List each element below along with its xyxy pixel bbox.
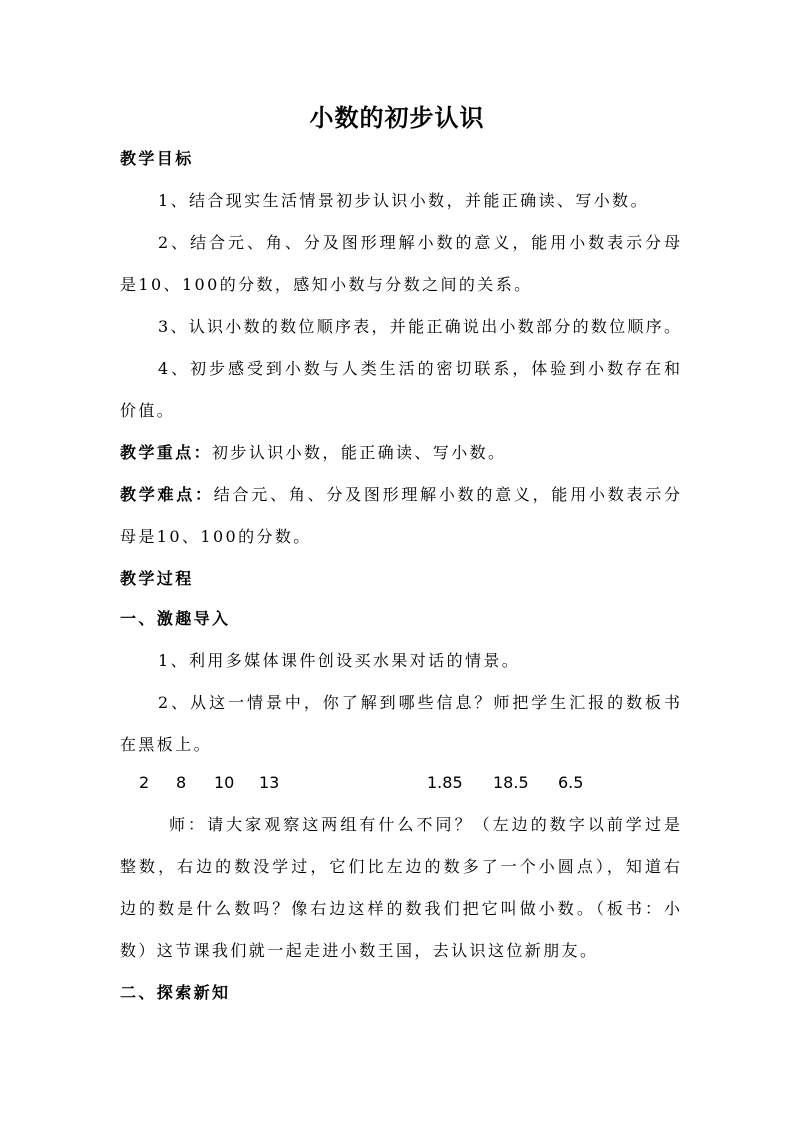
left-number: 8 (176, 773, 187, 792)
difficulty-text-line-1: 结合元、角、分及图形理解小数的意义，能用小数表示分 (213, 485, 680, 504)
objectives-heading: 教学目标 (120, 149, 194, 168)
key-point-text: 初步认识小数，能正确读、写小数。 (212, 443, 507, 462)
left-number: 2 (139, 773, 150, 792)
step-2-line-1: 2、从这一情景中，你了解到哪些信息？师把学生汇报的数板书 (158, 693, 680, 712)
right-number: 1.85 (427, 773, 463, 792)
objective-item-2-line-1: 2、结合元、角、分及图形理解小数的意义，能用小数表示分母 (158, 233, 680, 252)
difficulty-line-2: 母是10、100的分数。 (120, 527, 312, 546)
section-2-heading: 二、探索新知 (120, 983, 231, 1002)
difficulty-label: 教学难点： (120, 485, 214, 504)
right-number: 6.5 (558, 773, 584, 792)
page-title: 小数的初步认识 (309, 103, 485, 132)
objective-item-3: 3、认识小数的数位顺序表，并能正确说出小数部分的数位顺序。 (158, 317, 680, 336)
process-heading: 教学过程 (120, 569, 194, 588)
step-2-line-2: 在黑板上。 (120, 735, 213, 754)
key-point (120, 441, 680, 465)
objective-item-2-line-2: 是10、100的分数，感知小数与分数之间的关系。 (120, 275, 533, 294)
teacher-line-2: 整数，右边的数没学过，它们比左边的数多了一个小圆点），知道右 (120, 857, 680, 876)
teacher-line-1: 师：请大家观察这两组有什么不同？（左边的数字以前学过是 (169, 815, 680, 834)
step-1: 1、利用多媒体课件创设买水果对话的情景。 (158, 651, 521, 670)
board-numbers (0, 771, 794, 795)
left-number: 10 (214, 773, 235, 792)
difficulty-line-1 (120, 483, 680, 507)
right-number: 18.5 (493, 773, 529, 792)
objective-item-4-line-1: 4、初步感受到小数与人类生活的密切联系，体验到小数存在和 (158, 359, 680, 378)
objective-item-4-line-2: 价值。 (120, 401, 176, 420)
left-number: 13 (259, 773, 280, 792)
teacher-line-4: 数）这节课我们就一起走进小数王国，去认识这位新朋友。 (120, 941, 599, 960)
teacher-line-3: 边的数是什么数吗？像右边这样的数我们把它叫做小数。（板书：小 (120, 899, 680, 918)
key-point-label: 教学重点： (120, 443, 213, 462)
objective-item-1: 1、结合现实生活情景初步认识小数，并能正确读、写小数。 (158, 191, 649, 210)
section-1-heading: 一、激趣导入 (120, 609, 231, 628)
